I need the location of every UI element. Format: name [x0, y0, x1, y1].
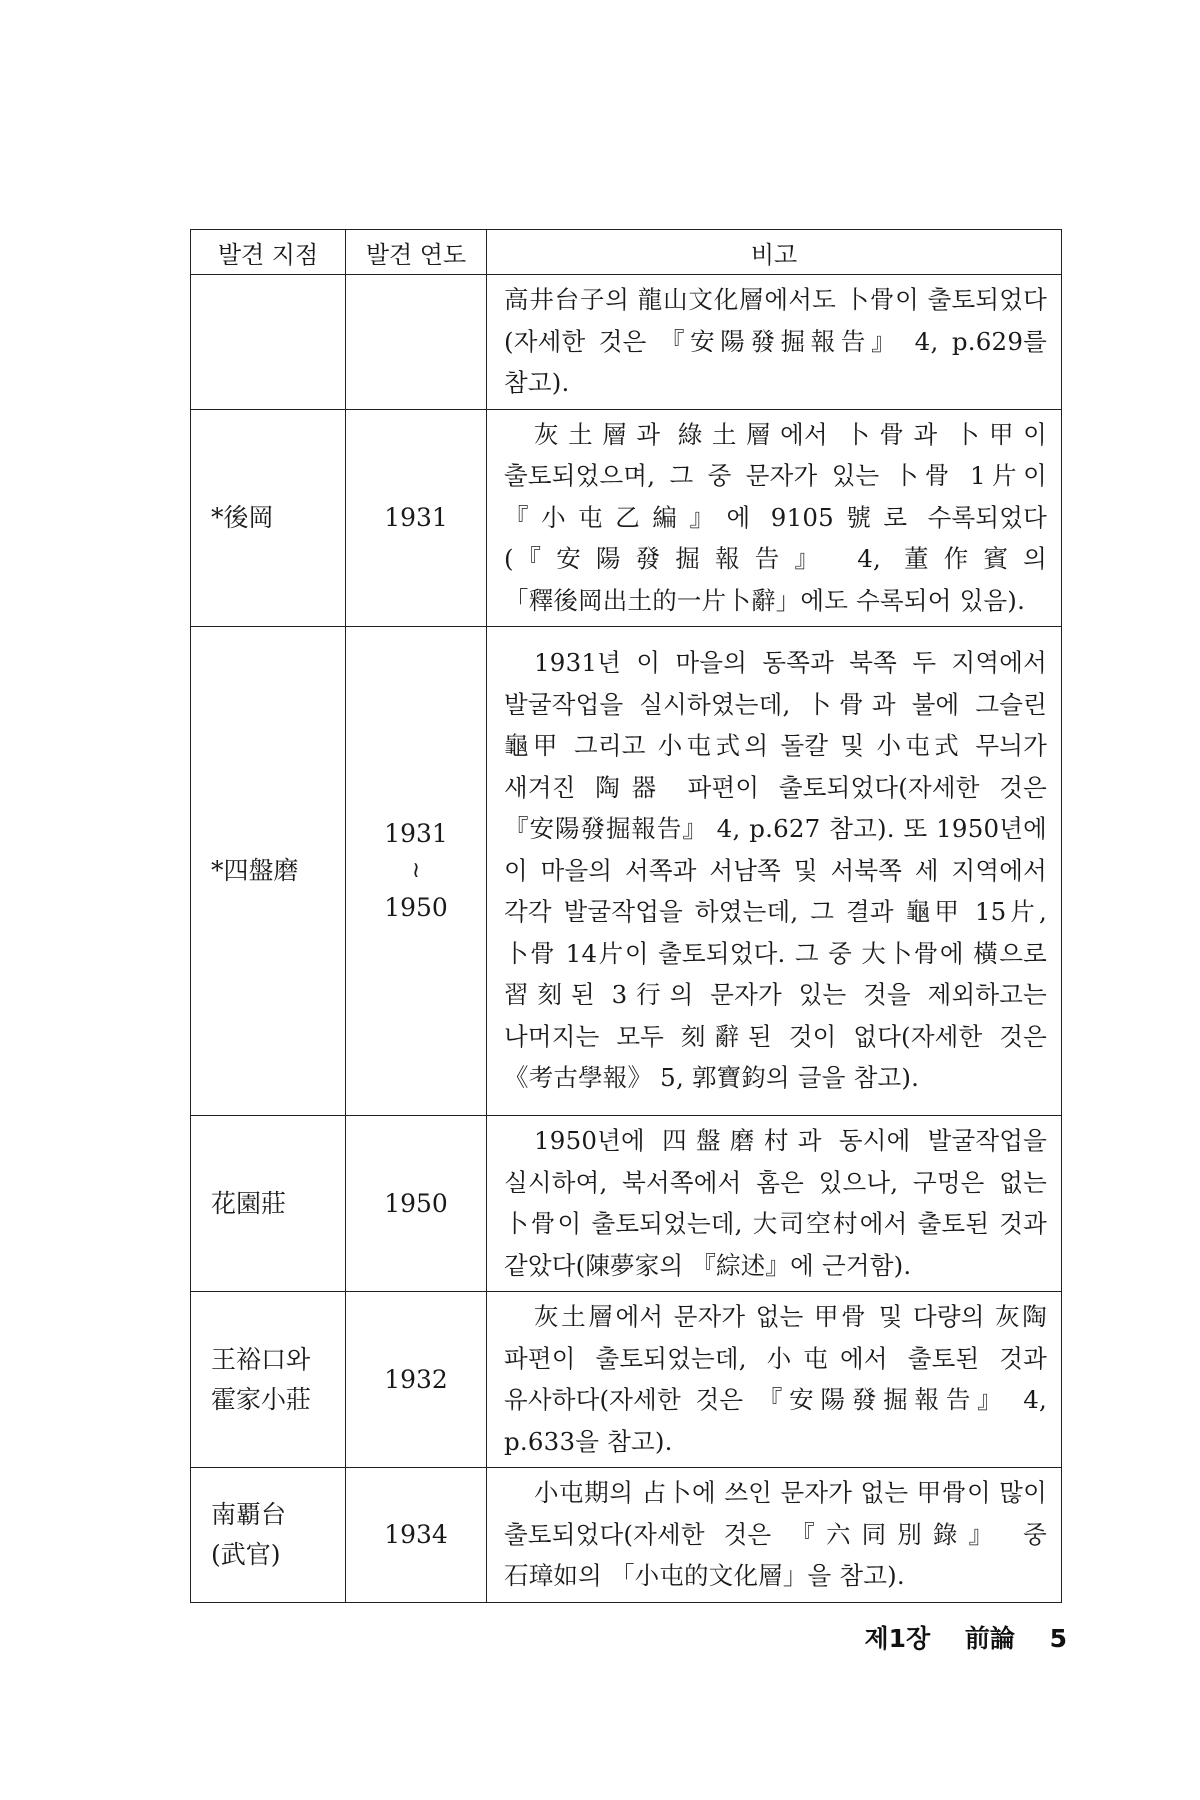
header-year: 발견 연도 — [346, 230, 487, 275]
note-cell — [487, 1468, 1062, 1603]
year-cell: 1931 — [346, 409, 487, 627]
site-cell: *四盤磨 — [191, 627, 346, 1116]
table-row — [191, 627, 1062, 1116]
year-range-mark: ≀ — [411, 858, 421, 883]
site-name-line: 王裕口와 — [211, 1344, 311, 1374]
site-name-line: 霍家小莊 — [211, 1384, 312, 1414]
table-row — [191, 1468, 1062, 1603]
note-text: 小屯期의 占卜에 쓰인 문자가 없는 甲骨이 많이 출토되었다(자세한 것은 『六同別錄』 중 石璋如의 「小屯的文化層」을 참고). — [504, 1478, 1047, 1590]
note-text: 1931년 이 마을의 동쪽과 북쪽 두 지역에서 발굴작업을 실시하였는데, 卜骨과 불에 그슬린 龜甲 그리고 小屯式의 돌칼 및 小屯式 무늬가 새겨진 陶器 파편이 출토되었다(자세한 것은 『安陽發掘報告』 4, p.627 참고). 또 1950년에 이 마을의 서쪽과 서남쪽 및 서북쪽 세 지역에서 각각 발굴작업을 하였는데, 그 결과 龜甲 15片, 卜骨 14片이 출토되었다. 그 중 大卜骨에 橫으로 習刻된 3行의 문자가 있는 것을 제외하고는 나머지는 모두 刻辭된 것이 없다(자세한 것은 《考古學報》 5, 郭寶鈞의 글을 참고). — [504, 648, 1047, 1093]
table-row — [191, 275, 1062, 410]
table-header-row — [191, 230, 1062, 275]
note-cell — [487, 1292, 1062, 1468]
year-range — [384, 814, 448, 928]
page-number: 5 — [1049, 1624, 1067, 1653]
table-row — [191, 1116, 1062, 1292]
year-cell: 1932 — [346, 1292, 487, 1468]
year-cell — [346, 275, 487, 410]
note-text: 1950년에 四盤磨村과 동시에 발굴작업을 실시하여, 북서쪽에서 홈은 있으나, 구멍은 없는 卜骨이 출토되었는데, 大司空村에서 출토된 것과 같았다(陳夢家의 『綜述』에 근거함). — [504, 1126, 1047, 1280]
note-cell — [487, 275, 1062, 410]
header-site: 발견 지점 — [191, 230, 346, 275]
note-text: 高井台子의 龍山文化層에서도 卜骨이 출토되었다(자세한 것은 『安陽發掘報告』 4, p.629를 참고). — [504, 285, 1047, 397]
section-title: 前論 — [964, 1624, 1015, 1653]
year-cell: 1934 — [346, 1468, 487, 1603]
site-cell — [191, 1292, 346, 1468]
site-cell — [191, 1468, 346, 1603]
year-cell: 1950 — [346, 1116, 487, 1292]
year-start: 1931 — [384, 819, 448, 848]
year-cell — [346, 627, 487, 1116]
note-cell — [487, 409, 1062, 627]
header-note: 비고 — [487, 230, 1062, 275]
note-text: 灰土層과 綠土層에서 卜骨과 卜甲이 출토되었으며, 그 중 문자가 있는 卜骨 1片이 『小屯乙編』에 9105號로 수록되었다(『安陽發掘報告』 4, 董作賓의 「釋後岡出土的一片卜辭」에도 수록되어 있음). — [504, 419, 1047, 615]
excavation-sites-table — [190, 229, 1062, 1603]
site-cell: *後岡 — [191, 409, 346, 627]
table-row — [191, 409, 1062, 627]
page-footer — [864, 1619, 1067, 1655]
site-name-line: 南覇台 — [211, 1499, 287, 1529]
site-cell: 花園莊 — [191, 1116, 346, 1292]
table-row — [191, 1292, 1062, 1468]
site-cell — [191, 275, 346, 410]
site-name-line: (武官) — [211, 1539, 281, 1569]
note-text: 灰土層에서 문자가 없는 甲骨 및 다량의 灰陶 파편이 출토되었는데, 小屯에서 출토된 것과 유사하다(자세한 것은 『安陽發掘報告』 4, p.633을 참고). — [504, 1302, 1047, 1456]
note-cell — [487, 627, 1062, 1116]
note-cell — [487, 1116, 1062, 1292]
year-end: 1950 — [384, 893, 448, 922]
chapter-label: 제1장 — [864, 1624, 931, 1653]
